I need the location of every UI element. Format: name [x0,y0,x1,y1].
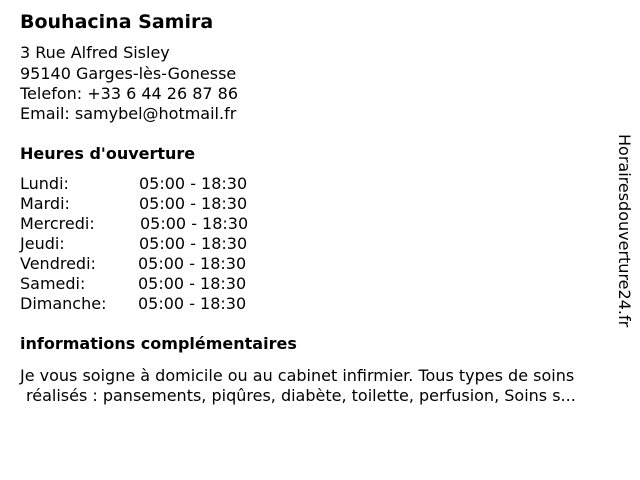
description-line-2: réalisés : pansements, piqûres, diabète, toilette, perfusion, Soins s... [26,386,576,405]
hours-row-tuesday [20,194,280,214]
hours-time: 05:00 - 18:30 [139,194,248,213]
hours-day: Jeudi: [20,234,65,253]
hours-row-wednesday [20,214,280,234]
hours-row-monday [20,174,280,194]
description-line-1: Je vous soigne à domicile ou au cabinet infirmier. Tous types de soins [20,366,575,385]
hours-time: 05:00 - 18:30 [139,234,248,253]
hours-row-thursday [20,234,280,254]
address-street: 3 Rue Alfred Sisley [20,43,170,62]
email-address: Email: samybel@hotmail.fr [20,104,237,123]
hours-row-friday [20,254,280,274]
business-name: Bouhacina Samira [20,11,214,33]
site-watermark: Horairesdouverture24.fr [615,134,634,328]
hours-day: Vendredi: [20,254,96,273]
opening-hours-heading: Heures d'ouverture [20,144,196,163]
hours-time: 05:00 - 18:30 [139,174,248,193]
hours-time: 05:00 - 18:30 [138,294,247,313]
hours-time: 05:00 - 18:30 [140,214,249,233]
additional-info-heading: informations complémentaires [20,334,297,353]
hours-day: Mardi: [20,194,70,213]
hours-row-saturday [20,274,280,294]
hours-day: Dimanche: [20,294,107,313]
hours-time: 05:00 - 18:30 [138,274,247,293]
address-city: 95140 Garges-lès-Gonesse [20,64,237,83]
phone-number: Telefon: +33 6 44 26 87 86 [20,84,239,103]
hours-day: Mercredi: [20,214,95,233]
hours-row-sunday [20,294,280,314]
hours-day: Lundi: [20,174,69,193]
hours-time: 05:00 - 18:30 [138,254,247,273]
hours-day: Samedi: [20,274,86,293]
